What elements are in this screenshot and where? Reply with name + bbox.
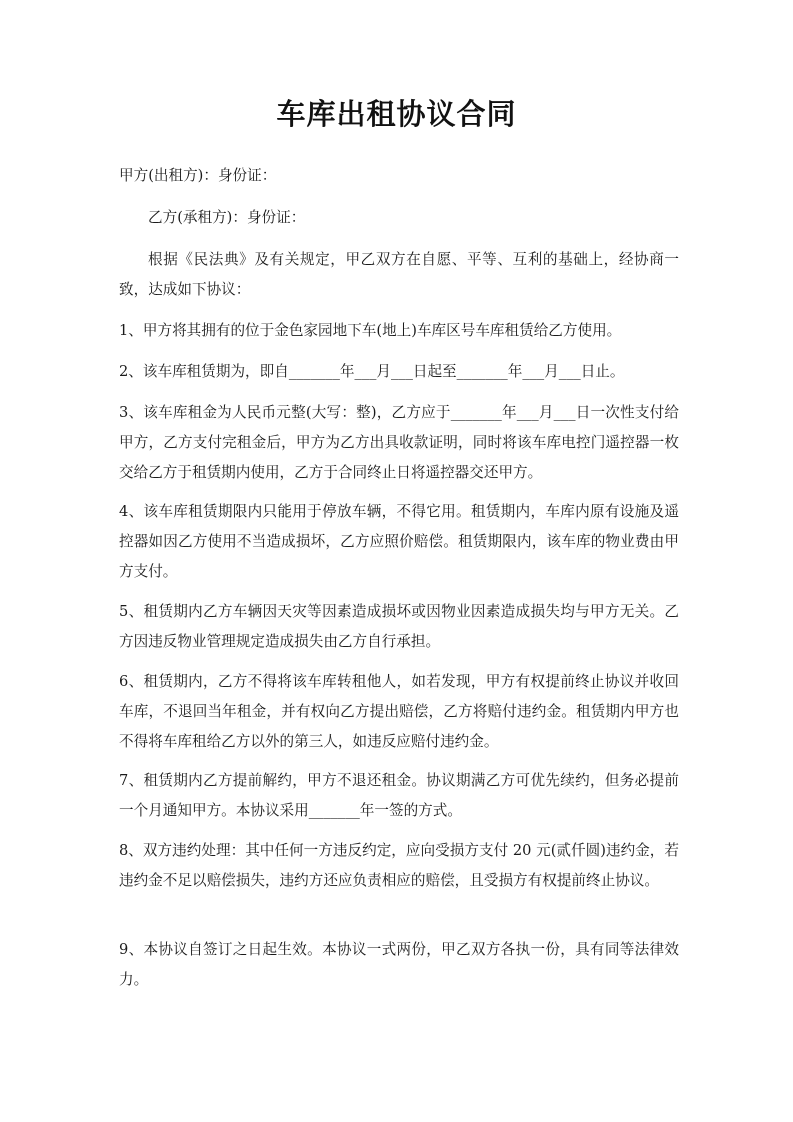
party-b-line: 乙方(承租方)：身份证：: [148, 209, 306, 226]
clause-3: 3、该车库租金为人民币元整(大写：整)，乙方应于_______年___月___日一次性支付给甲方，乙方支付完租金后，甲方为乙方出具收款证明，同时将该车库电控门遥控器一枚交给乙方于租赁期内使用，乙方于合同终止日将遥控器交还甲方。: [119, 404, 679, 481]
document-title: 车库出租协议合同: [276, 97, 517, 131]
clause-8: 8、双方违约处理：其中任何一方违反约定，应向受损方支付 20 元(贰仟圆)违约金，若违约金不足以赔偿损失，违约方还应负责相应的赔偿，且受损方有权提前终止协议。: [119, 842, 679, 889]
clause-4: 4、该车库租赁期限内只能用于停放车辆，不得它用。租赁期内，车库内原有设施及遥控器如因乙方使用不当造成损坏，乙方应照价赔偿。租赁期限内，该车库的物业费由甲方支付。: [119, 503, 679, 580]
clause-1: 1、甲方将其拥有的位于金色家园地下车(地上)车库区号车库租赁给乙方使用。: [119, 322, 622, 339]
preamble-paragraph: 根据《民法典》及有关规定，甲乙双方在自愿、平等、互利的基础上，经协商一致，达成如下协议：: [119, 251, 679, 298]
clause-9: 9、本协议自签订之日起生效。本协议一式两份，甲乙双方各执一份，具有同等法律效力。: [119, 941, 679, 988]
clause-5: 5、租赁期内乙方车辆因天灾等因素造成损坏或因物业因素造成损失均与甲方无关。乙方因违反物业管理规定造成损失由乙方自行承担。: [119, 603, 679, 650]
party-a-line: 甲方(出租方)：身份证：: [119, 167, 277, 184]
clause-6: 6、租赁期内，乙方不得将该车库转租他人，如若发现，甲方有权提前终止协议并收回车库，不退回当年租金，并有权向乙方提出赔偿，乙方将赔付违约金。租赁期内甲方也不得将车库租给乙方以外的第三人，如违反应赔付违约金。: [119, 673, 679, 750]
clause-2: 2、该车库租赁期为，即自_______年___月___日起至_______年___月___日止。: [119, 363, 625, 380]
clause-7: 7、租赁期内乙方提前解约，甲方不退还租金。协议期满乙方可优先续约，但务必提前一个月通知甲方。本协议采用_______年一签的方式。: [119, 772, 679, 819]
